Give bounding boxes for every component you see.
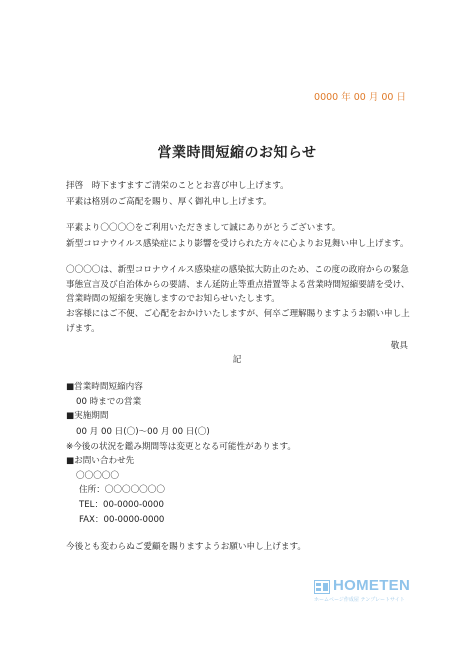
- contact-name: 〇〇〇〇〇: [76, 471, 119, 481]
- hometen-logo: [314, 579, 434, 605]
- thanks-line-1: 平素より〇〇〇〇をご利用いただきまして誠にありがとうございます。: [66, 223, 341, 233]
- body-paragraph: 〇〇〇〇は、新型コロナウイルス感染症の感染拡大防止のため、この度の政府からの緊急事態宣言及び自治体からの要請、まん延防止等重点措置等よる営業時間短縮要請を受け、営業時間の短縮を実施しますのでお知らせいたします。: [66, 265, 410, 304]
- contact-fax: FAX：00-0000-0000: [79, 515, 165, 525]
- contact-heading: ■お問い合わせ先: [66, 456, 135, 466]
- contact-address: 住所：〇〇〇〇〇〇〇: [79, 485, 165, 495]
- hours-heading: ■営業時間短縮内容: [66, 382, 143, 392]
- greeting-line-2: 平素は格別のご高配を賜り、厚く御礼申し上げます。: [66, 197, 272, 207]
- thanks-line-2: 新型コロナウイルス感染症により影響を受けられた方々に心よりお見舞い申し上げます。: [66, 239, 409, 249]
- contact-tel: TEL：00-0000-0000: [79, 500, 164, 510]
- final-line: 今後とも変わらぬご愛顧を賜りますようお願い申し上げます。: [66, 542, 306, 552]
- period-heading: ■実施期間: [66, 411, 109, 421]
- period-value: 00 月 00 日(〇)〜00 月 00 日(〇): [76, 427, 210, 437]
- document-title: 営業時間短縮のお知らせ: [157, 145, 317, 161]
- document-date: 0000 年 00 月 00 日: [314, 92, 406, 103]
- hours-value: 00 時までの営業: [76, 397, 142, 407]
- period-note: ※今後の状況を鑑み期間等は変更となる可能性があります。: [66, 442, 296, 452]
- logo-subtext: ホームページ作成屋 テンプレートサイト: [314, 597, 405, 603]
- apology-paragraph: お客様にはご不便、ご心配をおかけいたしますが、何卒ご理解賜りますようお願い申し上げます。: [66, 309, 410, 334]
- house-icon: [314, 580, 330, 594]
- ki-heading: 記: [232, 355, 242, 365]
- closing-keigu: 敬具: [390, 341, 408, 351]
- logo-text: HOMETEN: [333, 577, 411, 594]
- greeting-line-1: 拝啓 時下ますますご清栄のこととお喜び申し上げます。: [66, 181, 289, 191]
